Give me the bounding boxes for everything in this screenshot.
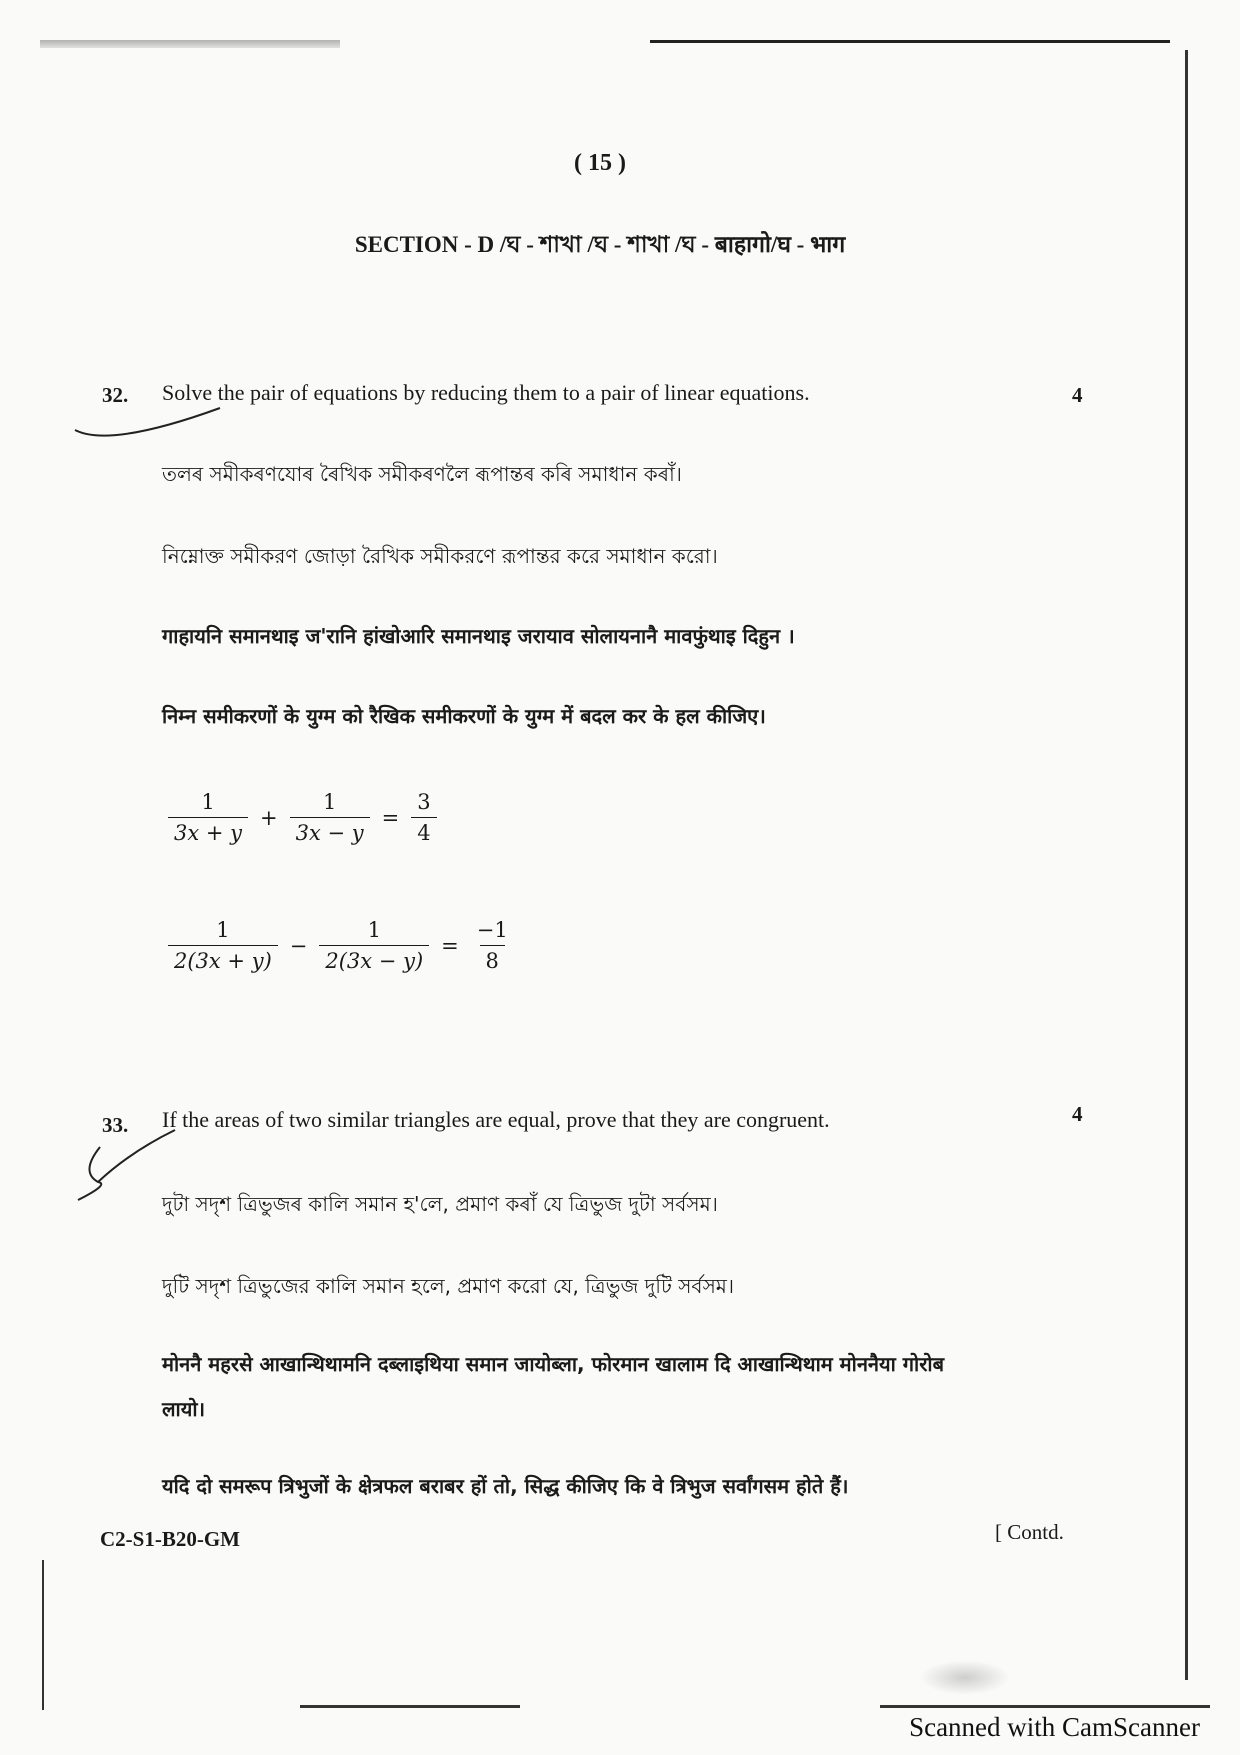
question-33-marks: 4 bbox=[1072, 1102, 1083, 1126]
equation-2 bbox=[162, 918, 520, 973]
denominator: 3x + y bbox=[168, 817, 248, 845]
numerator: 3 bbox=[417, 790, 431, 814]
pen-mark-icon bbox=[70, 400, 230, 450]
question-33-bodo-line-2: लायो। bbox=[162, 1397, 206, 1421]
question-32-english: Solve the pair of equations by reducing them to a pair of linear equations. bbox=[162, 380, 810, 405]
denominator: 8 bbox=[480, 945, 505, 973]
question-32-assamese: তলৰ সমীকৰণযোৰ ৰৈখিক সমীকৰণলৈ ৰূপান্তৰ কৰি সমাধান কৰাঁ। bbox=[162, 462, 682, 486]
denominator: 2(3x + y) bbox=[168, 945, 278, 973]
fraction bbox=[168, 918, 278, 973]
denominator: 3x − y bbox=[290, 817, 370, 845]
continued-label: [ Contd. bbox=[995, 1520, 1064, 1544]
numerator: 1 bbox=[216, 918, 230, 942]
scan-edge-right bbox=[1185, 50, 1188, 1680]
scan-smudge bbox=[920, 1660, 1010, 1695]
numerator: 1 bbox=[201, 790, 215, 814]
fraction bbox=[471, 918, 514, 973]
equals-sign: = bbox=[381, 805, 400, 830]
equals-sign: = bbox=[441, 933, 459, 958]
equation-1 bbox=[162, 790, 443, 845]
question-33-number: 33. bbox=[102, 1113, 129, 1137]
question-32-hindi: निम्न समीकरणों के युग्म को रैखिक समीकरणों के युग्म में बदल कर के हल कीजिए। bbox=[162, 704, 766, 728]
fraction bbox=[319, 918, 429, 973]
numerator: 1 bbox=[322, 790, 337, 814]
numerator: −1 bbox=[476, 918, 508, 942]
denominator: 4 bbox=[411, 817, 436, 845]
page-number: ( 15 ) bbox=[574, 150, 626, 176]
camscanner-watermark: Scanned with CamScanner bbox=[909, 1712, 1200, 1742]
pen-check-icon bbox=[70, 1112, 180, 1202]
question-32-bengali: নিম্নোক্ত সমীকরণ জোড়া রৈখিক সমীকরণে রূপান্তর করে সমাধান করো। bbox=[162, 544, 718, 568]
question-33-hindi: यदि दो समरूप त्रिभुजों के क्षेत्रफल बराबर हों तो, सिद्ध कीजिए कि वे त्रिभुज सर्वांगसम होते हैं। bbox=[162, 1474, 849, 1498]
question-33-english: If the areas of two similar triangles are equal, prove that they are congruent. bbox=[162, 1107, 830, 1132]
fraction bbox=[168, 790, 248, 845]
question-33-bengali: দুটি সদৃশ ত্রিভুজের কালি সমান হলে, প্রমাণ করো যে, ত্রিভুজ দুটি সর্বসম। bbox=[162, 1274, 735, 1298]
denominator: 2(3x − y) bbox=[319, 945, 429, 973]
numerator: 1 bbox=[367, 918, 381, 942]
scan-edge-bottom-right bbox=[880, 1705, 1210, 1708]
paper-code: C2-S1-B20-GM bbox=[100, 1527, 240, 1551]
scan-edge-bottom-left bbox=[300, 1705, 520, 1708]
fraction bbox=[290, 790, 370, 845]
fraction bbox=[411, 790, 436, 845]
scan-edge-top-left bbox=[40, 40, 340, 48]
question-32-marks: 4 bbox=[1072, 383, 1083, 407]
scan-edge-top-right bbox=[650, 40, 1170, 43]
question-33-assamese: দুটা সদৃশ ত্ৰিভুজৰ কালি সমান হ'লে, প্ৰমাণ কৰাঁ যে ত্ৰিভুজ দুটা সৰ্বসম। bbox=[162, 1192, 718, 1216]
operator: + bbox=[260, 805, 278, 830]
operator: − bbox=[289, 933, 308, 958]
scan-edge-left bbox=[42, 1560, 44, 1710]
question-32-number: 32. bbox=[102, 383, 129, 407]
section-title: SECTION - D /ঘ - শাখা /ঘ - শাখা /ঘ - बाहागो/घ - भाग bbox=[354, 232, 846, 257]
question-32-bodo: गाहायनि समानथाइ ज'रानि हांखोआरि समानथाइ जरायाव सोलायनानै मावफुंथाइ दिहुन । bbox=[162, 624, 795, 648]
question-33-bodo-line-1: मोननै महरसे आखान्थिथामनि दब्लाइथिया समान जायोब्ला, फोरमान खालाम दि आखान्थिथाम मोननैया गोरोब bbox=[162, 1352, 944, 1376]
